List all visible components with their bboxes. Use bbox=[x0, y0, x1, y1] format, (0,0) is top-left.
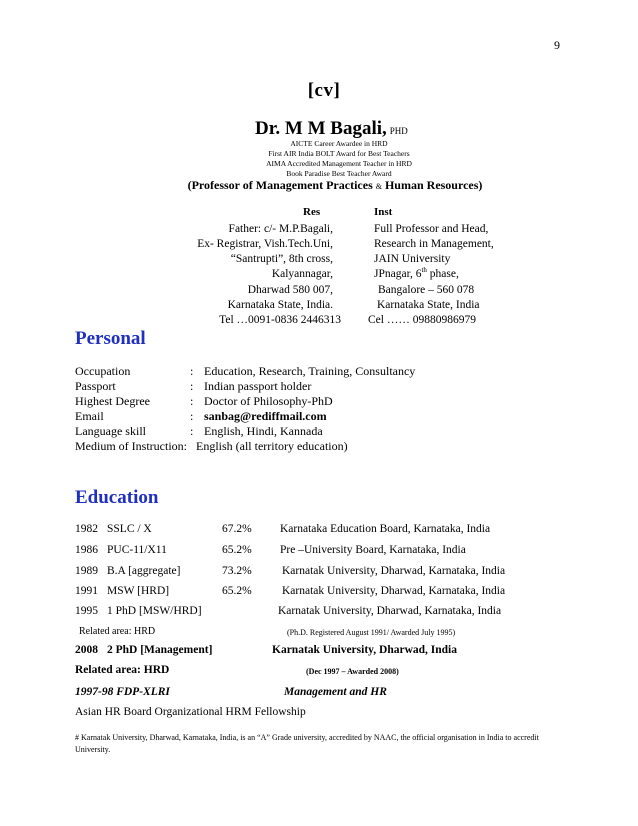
edu-related-area: Related area: HRD bbox=[79, 626, 156, 637]
edu-note: (Ph.D. Registered August 1991/ Awarded July 1995) bbox=[287, 628, 456, 637]
inst-line: Cel …… 09880986979 bbox=[368, 314, 476, 326]
personal-colon: : bbox=[190, 379, 194, 393]
edu-note: (Dec 1997 – Awarded 2008) bbox=[306, 667, 399, 676]
medium-label: Medium of Instruction: bbox=[75, 439, 187, 453]
award-line: AICTE Career Awardee in HRD bbox=[290, 139, 388, 148]
name-suffix: PHD bbox=[389, 126, 408, 136]
edu-year: 1982 bbox=[75, 523, 98, 535]
edu-score: 73.2% bbox=[222, 565, 252, 577]
edu-board: Karnatak University, Dharwad, Karnataka, India bbox=[278, 605, 502, 617]
fdp-area: Management and HR bbox=[284, 686, 387, 698]
res-line: Tel …0091-0836 2446313 bbox=[219, 314, 341, 326]
medium-value: English (all territory education) bbox=[195, 439, 348, 453]
edu-related-area: Related area: HRD bbox=[75, 664, 170, 676]
edu-degree: 1 PhD [MSW/HRD] bbox=[107, 605, 202, 617]
edu-year: 1991 bbox=[75, 585, 98, 597]
personal-colon: : bbox=[190, 409, 194, 423]
edu-degree: 2 PhD [Management] bbox=[107, 644, 213, 656]
personal-label: Passport bbox=[75, 379, 116, 393]
res-line: “Santrupti”, 8th cross, bbox=[230, 253, 333, 265]
email-value: sanbag@rediffmail.com bbox=[204, 409, 327, 423]
personal-label: Language skill bbox=[75, 424, 146, 438]
res-line: Ex- Registrar, Vish.Tech.Uni, bbox=[197, 238, 333, 250]
edu-score: 67.2% bbox=[222, 523, 252, 535]
award-line: First AIR India BOLT Award for Best Teachers bbox=[268, 149, 410, 158]
profession-part2: Human Resources) bbox=[384, 178, 483, 192]
footnote: # Karnatak University, Dharwad, Karnataka, India, is an “A” Grade university, accredited by NAAC, the official organisation in India to accredit University. bbox=[75, 733, 539, 754]
page-number: 9 bbox=[554, 38, 560, 52]
fdp-title: 1997-98 FDP-XLRI bbox=[75, 686, 170, 698]
award-line: Book Paradise Best Teacher Award bbox=[286, 169, 392, 178]
personal-colon: : bbox=[190, 364, 194, 378]
personal-value: English, Hindi, Kannada bbox=[204, 424, 323, 438]
ordinal-suffix: th bbox=[421, 266, 427, 275]
inst-line: Research in Management, bbox=[374, 238, 494, 250]
personal-value: Indian passport holder bbox=[204, 379, 312, 393]
inst-line-text: JPnagar, 6 bbox=[374, 268, 422, 280]
edu-year: 1989 bbox=[75, 565, 98, 577]
section-title-personal: Personal bbox=[75, 328, 146, 349]
personal-value: Doctor of Philosophy-PhD bbox=[204, 394, 333, 408]
cv-title: [cv] bbox=[307, 80, 341, 101]
res-line: Dharwad 580 007, bbox=[247, 284, 333, 296]
personal-label: Email bbox=[75, 409, 104, 423]
inst-line bbox=[374, 268, 459, 280]
edu-year: 1995 bbox=[75, 605, 98, 617]
candidate-name bbox=[255, 118, 408, 140]
inst-line-tail: phase, bbox=[426, 268, 459, 280]
edu-degree: SSLC / X bbox=[107, 523, 152, 535]
edu-degree: MSW [HRD] bbox=[107, 585, 170, 597]
personal-colon: : bbox=[190, 424, 194, 438]
name-text: Dr. M M Bagali, bbox=[255, 118, 387, 139]
edu-year: 1986 bbox=[75, 544, 98, 556]
inst-line: Full Professor and Head, bbox=[374, 223, 489, 235]
edu-board: Karnataka Education Board, Karnataka, India bbox=[280, 523, 491, 535]
personal-label: Highest Degree bbox=[75, 394, 150, 408]
edu-board: Karnatak University, Dharwad, Karnataka, India bbox=[282, 585, 506, 597]
inst-label: Inst bbox=[374, 206, 393, 218]
inst-line: Karnataka State, India bbox=[377, 299, 480, 311]
res-line: Father: c/- M.P.Bagali, bbox=[228, 223, 333, 235]
res-label: Res bbox=[303, 206, 321, 218]
medium-line bbox=[75, 439, 348, 454]
personal-colon: : bbox=[190, 394, 194, 408]
personal-label: Occupation bbox=[75, 364, 131, 378]
profession-line bbox=[0, 178, 638, 193]
edu-board: Karnatak University, Dharwad, Karnataka, India bbox=[282, 565, 506, 577]
profession-amp: & bbox=[375, 182, 382, 191]
personal-value: Education, Research, Training, Consultancy bbox=[204, 364, 416, 378]
section-title-education: Education bbox=[75, 487, 159, 508]
inst-line: Bangalore – 560 078 bbox=[378, 284, 475, 296]
edu-score: 65.2% bbox=[222, 544, 252, 556]
profession-part1: (Professor of Management Practices bbox=[187, 178, 373, 192]
inst-line: JAIN University bbox=[374, 253, 451, 265]
edu-degree: PUC-11/X11 bbox=[107, 544, 167, 556]
edu-degree: B.A [aggregate] bbox=[107, 565, 181, 577]
edu-board: Karnatak University, Dharwad, India bbox=[272, 644, 457, 656]
award-line: AIMA Accredited Management Teacher in HRD bbox=[266, 159, 412, 168]
res-line: Karnataka State, India. bbox=[227, 299, 333, 311]
edu-year: 2008 bbox=[75, 644, 98, 656]
edu-board: Pre –University Board, Karnataka, India bbox=[280, 544, 466, 556]
fellowship: Asian HR Board Organizational HRM Fellowship bbox=[75, 706, 306, 718]
edu-score: 65.2% bbox=[222, 585, 252, 597]
res-line: Kalyannagar, bbox=[271, 268, 333, 280]
